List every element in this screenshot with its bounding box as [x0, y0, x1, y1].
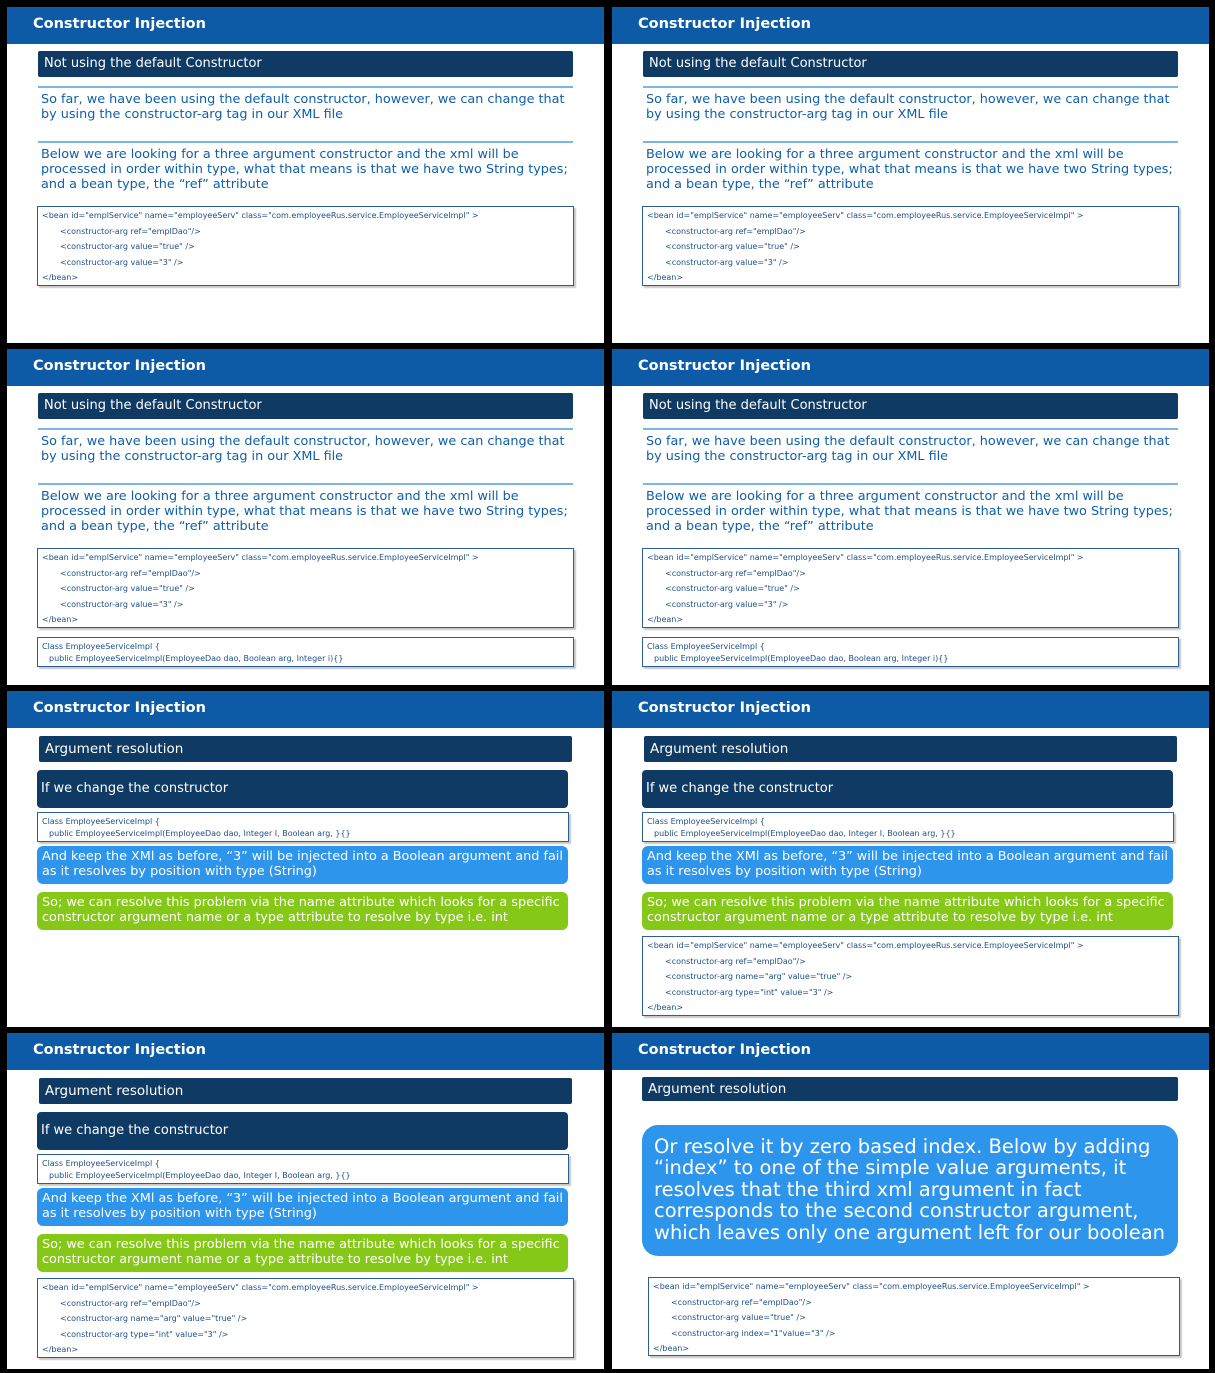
- slide-3: [7, 349, 604, 685]
- section-bar: Not using the default Constructor: [38, 51, 573, 77]
- code-line: </bean>: [647, 1003, 684, 1012]
- intro-paragraph: So far, we have been using the default constructor, however, we can change that by using the constructor-arg tag in our XML file: [646, 92, 1170, 122]
- slide-5: [7, 691, 604, 1027]
- divider: [38, 483, 573, 485]
- slide-8: [612, 1033, 1209, 1369]
- explanation-pill: And keep the XMl as before, “3” will be injected into a Boolean argument and fail as it resolves by position with type (String): [642, 846, 1173, 884]
- intro-paragraph: So far, we have been using the default constructor, however, we can change that by using the constructor-arg tag in our XML file: [41, 434, 565, 464]
- divider: [643, 86, 1178, 88]
- class-code-box: [37, 812, 569, 842]
- code-line: <bean id="emplService" name="employeeServ" class="com.employeeRus.service.EmployeeServiceImpl" >: [42, 211, 479, 220]
- code-line: <constructor-arg value="true" />: [665, 242, 800, 251]
- divider: [38, 141, 573, 143]
- code-line: <constructor-arg value="true" />: [60, 242, 195, 251]
- slide-header: [612, 7, 1209, 44]
- explanation-pill: And keep the XMl as before, “3” will be injected into a Boolean argument and fail as it resolves by position with type (String): [37, 846, 568, 884]
- code-line: public EmployeeServiceImpl(EmployeeDao dao, Integer I, Boolean arg, }{}: [49, 829, 351, 838]
- slide-7: [7, 1033, 604, 1369]
- slide-title: Constructor Injection: [638, 358, 811, 374]
- slide-title: Constructor Injection: [33, 16, 206, 32]
- change-constructor-bar: If we change the constructor: [37, 1112, 568, 1150]
- code-line: <bean id="emplService" name="employeeServ" class="com.employeeRus.service.EmployeeServiceImpl" >: [42, 553, 479, 562]
- code-line: Class EmployeeServiceImpl {: [42, 1159, 160, 1168]
- xml-code-box: [642, 206, 1179, 286]
- code-line: <constructor-arg value="3" />: [60, 257, 184, 267]
- explain-paragraph: Below we are looking for a three argument constructor and the xml will be processed in order within type, what that means is that we have two String types; and a bean type, the “ref” attribute: [41, 147, 568, 192]
- intro-paragraph: So far, we have been using the default constructor, however, we can change that by using the constructor-arg tag in our XML file: [646, 434, 1170, 464]
- code-line: <constructor-arg type="int" value="3" />: [665, 987, 834, 997]
- code-line: Class EmployeeServiceImpl {: [42, 642, 160, 651]
- code-line: </bean>: [647, 273, 684, 282]
- intro-paragraph: So far, we have been using the default constructor, however, we can change that by using the constructor-arg tag in our XML file: [41, 92, 565, 122]
- section-bar: Not using the default Constructor: [643, 51, 1178, 77]
- code-line: <constructor-arg ref="emplDao"/>: [60, 226, 201, 236]
- class-code-box: [642, 812, 1174, 842]
- slide-title: Constructor Injection: [638, 1042, 811, 1058]
- code-line: <constructor-arg name="arg" value="true" />: [60, 1314, 248, 1323]
- code-line: <constructor-arg type="int" value="3" />: [60, 1329, 229, 1339]
- code-line: </bean>: [42, 273, 79, 282]
- slide-header: [7, 7, 604, 44]
- explanation-pill: And keep the XMl as before, “3” will be injected into a Boolean argument and fail as it resolves by position with type (String): [37, 1188, 568, 1226]
- code-line: Class EmployeeServiceImpl {: [42, 817, 160, 826]
- code-line: <constructor-arg index="1"value="3" />: [671, 1328, 836, 1338]
- xml-code-box: [642, 936, 1179, 1016]
- code-line: Class EmployeeServiceImpl {: [647, 817, 765, 826]
- code-line: public EmployeeServiceImpl(EmployeeDao dao, Boolean arg, Integer i){}: [49, 654, 344, 663]
- slide-4: [612, 349, 1209, 685]
- class-code-box: [37, 637, 574, 667]
- code-line: <constructor-arg value="3" />: [665, 599, 789, 609]
- solution-pill: So; we can resolve this problem via the name attribute which looks for a specific constructor argument name or a type attribute to resolve by type i.e. int: [642, 892, 1173, 930]
- code-line: <constructor-arg ref="emplDao"/>: [671, 1297, 812, 1307]
- code-line: <constructor-arg value="3" />: [60, 599, 184, 609]
- section-bar: Argument resolution: [39, 736, 572, 762]
- code-line: <bean id="emplService" name="employeeServ" class="com.employeeRus.service.EmployeeServiceImpl" >: [42, 1283, 479, 1292]
- code-line: <constructor-arg ref="emplDao"/>: [665, 226, 806, 236]
- section-bar: Not using the default Constructor: [38, 393, 573, 419]
- xml-code-box: [37, 1278, 574, 1358]
- solution-pill: So; we can resolve this problem via the name attribute which looks for a specific constructor argument name or a type attribute to resolve by type i.e. int: [37, 1234, 568, 1272]
- divider: [38, 428, 573, 430]
- section-bar: Argument resolution: [39, 1078, 572, 1104]
- slide-title: Constructor Injection: [638, 700, 811, 716]
- slide-2: [612, 7, 1209, 343]
- class-code-box: [642, 637, 1179, 667]
- code-line: <bean id="emplService" name="employeeServ" class="com.employeeRus.service.EmployeeServiceImpl" >: [653, 1282, 1090, 1291]
- code-line: public EmployeeServiceImpl(EmployeeDao dao, Integer I, Boolean arg, }{}: [654, 829, 956, 838]
- code-line: <constructor-arg value="3" />: [665, 257, 789, 267]
- slide-title: Constructor Injection: [33, 358, 206, 374]
- explain-paragraph: Below we are looking for a three argument constructor and the xml will be processed in order within type, what that means is that we have two String types; and a bean type, the “ref” attribute: [41, 489, 568, 534]
- divider: [38, 86, 573, 88]
- code-line: <constructor-arg value="true" />: [60, 584, 195, 593]
- code-line: <constructor-arg name="arg" value="true" />: [665, 972, 853, 981]
- slide-1: [7, 7, 604, 343]
- section-bar: Argument resolution: [644, 736, 1177, 762]
- slide-title: Constructor Injection: [33, 1042, 206, 1058]
- slide-header: [612, 1033, 1209, 1070]
- change-constructor-bar: If we change the constructor: [642, 770, 1173, 808]
- code-line: </bean>: [42, 615, 79, 624]
- code-line: <constructor-arg ref="emplDao"/>: [60, 568, 201, 578]
- explain-paragraph: Below we are looking for a three argument constructor and the xml will be processed in order within type, what that means is that we have two String types; and a bean type, the “ref” attribute: [646, 147, 1173, 192]
- slide-title: Constructor Injection: [33, 700, 206, 716]
- slide-6: [612, 691, 1209, 1027]
- code-line: <bean id="emplService" name="employeeServ" class="com.employeeRus.service.EmployeeServiceImpl" >: [647, 211, 1084, 220]
- xml-code-box: [642, 548, 1179, 628]
- solution-pill: So; we can resolve this problem via the name attribute which looks for a specific constructor argument name or a type attribute to resolve by type i.e. int: [37, 892, 568, 930]
- code-line: public EmployeeServiceImpl(EmployeeDao dao, Integer I, Boolean arg, }{}: [49, 1171, 351, 1180]
- code-line: Class EmployeeServiceImpl {: [647, 642, 765, 651]
- class-code-box: [37, 1154, 569, 1184]
- divider: [643, 483, 1178, 485]
- slide-title: Constructor Injection: [638, 16, 811, 32]
- explain-paragraph: Below we are looking for a three argument constructor and the xml will be processed in order within type, what that means is that we have two String types; and a bean type, the “ref” attribute: [646, 489, 1173, 534]
- xml-code-box: [37, 206, 574, 286]
- divider: [643, 141, 1178, 143]
- xml-code-box: [37, 548, 574, 628]
- code-line: <bean id="emplService" name="employeeServ" class="com.employeeRus.service.EmployeeServiceImpl" >: [647, 553, 1084, 562]
- index-explanation-bubble: Or resolve it by zero based index. Below by adding “index” to one of the simple value arguments, it resolves that the third xml argument in fact corresponds to the second constructor argument, which leaves only one argument left for our boolean: [642, 1125, 1178, 1256]
- code-line: <constructor-arg value="true" />: [665, 584, 800, 593]
- section-bar: Argument resolution: [642, 1077, 1178, 1101]
- section-bar: Not using the default Constructor: [643, 393, 1178, 419]
- slide-header: [7, 349, 604, 386]
- slide-header: [612, 691, 1209, 728]
- code-line: </bean>: [42, 1345, 79, 1354]
- divider: [643, 428, 1178, 430]
- xml-code-box: [648, 1277, 1180, 1356]
- slide-header: [7, 1033, 604, 1070]
- slide-header: [612, 349, 1209, 386]
- code-line: <constructor-arg ref="emplDao"/>: [665, 568, 806, 578]
- code-line: </bean>: [647, 615, 684, 624]
- code-line: public EmployeeServiceImpl(EmployeeDao dao, Boolean arg, Integer i){}: [654, 654, 949, 663]
- change-constructor-bar: If we change the constructor: [37, 770, 568, 808]
- code-line: </bean>: [653, 1344, 690, 1353]
- code-line: <constructor-arg value="true" />: [671, 1313, 806, 1322]
- slide-header: [7, 691, 604, 728]
- code-line: <constructor-arg ref="emplDao"/>: [665, 956, 806, 966]
- code-line: <bean id="emplService" name="employeeServ" class="com.employeeRus.service.EmployeeServiceImpl" >: [647, 941, 1084, 950]
- code-line: <constructor-arg ref="emplDao"/>: [60, 1298, 201, 1308]
